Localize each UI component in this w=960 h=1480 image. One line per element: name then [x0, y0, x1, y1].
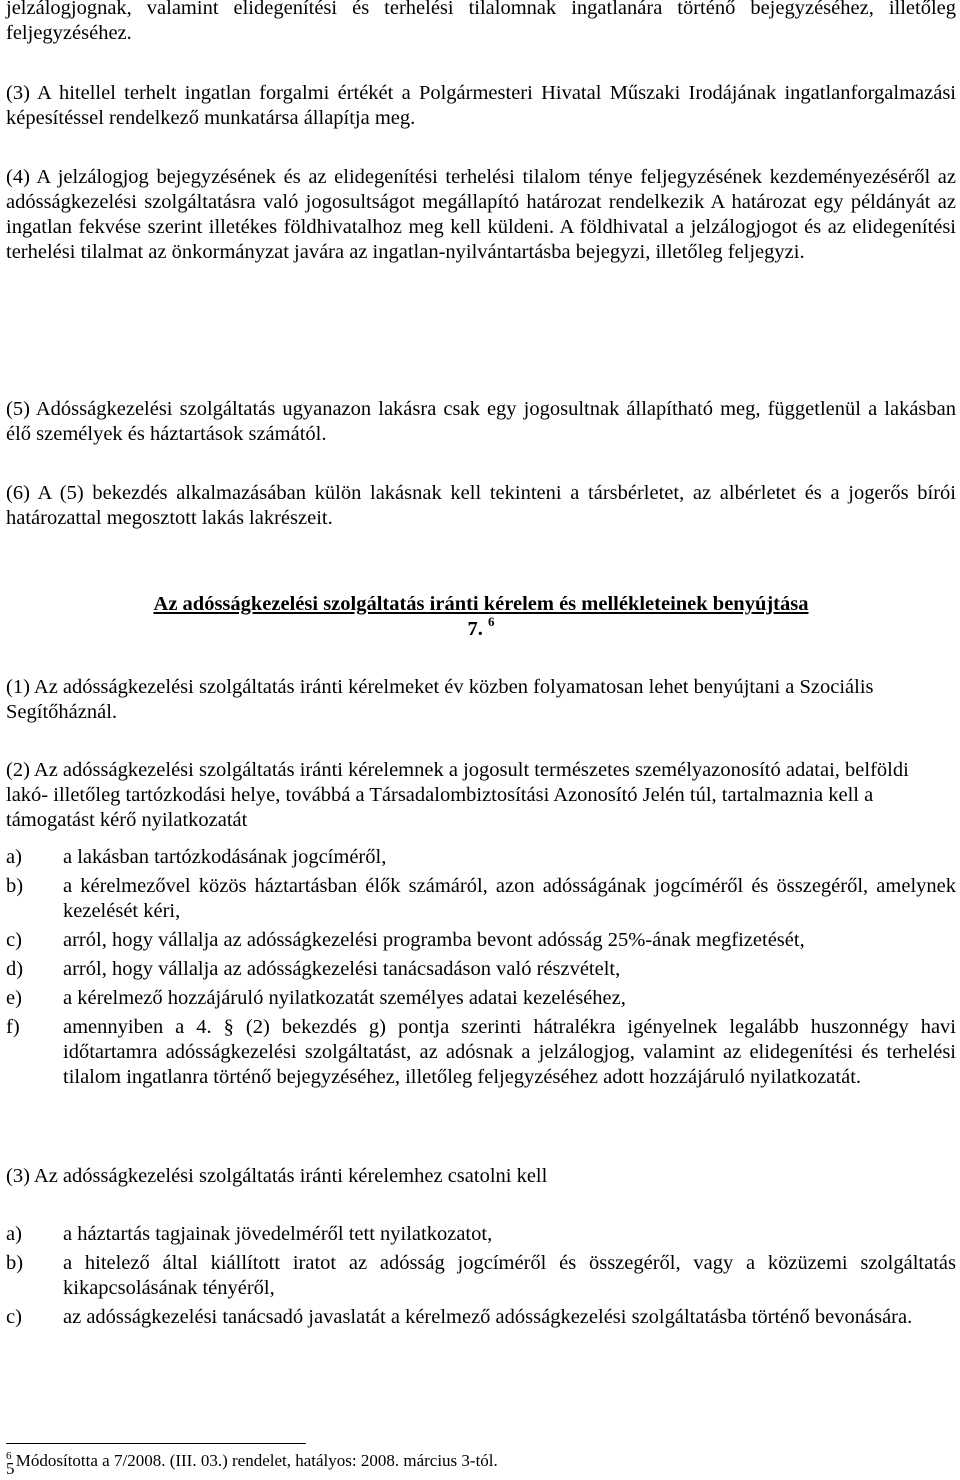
paragraph-4: (4) A jelzálogjog bejegyzésének és az elidegenítési terhelési tilalom ténye feljegyzésének kezdeményezéséről az adósságkezelési szolgáltatásra való jogosultságot megállapító határozat rendelkezik A határozat egy példányát az ingatlan fekvése szerint illetékes földhivatalhoz meg kell küldeni. A földhivatal a jelzálogjogot és az elidegenítési terhelési tilalmat az önkormányzat javára az ingatlan-nyilvántartásba bejegyzi, illetőleg feljegyzi. [6, 166, 956, 263]
list-item [6, 957, 956, 982]
list-item [6, 1015, 956, 1090]
list-item-text: a kérelmező hozzájáruló nyilatkozatát személyes adatai kezeléséhez, [63, 987, 626, 1009]
paragraph-5: (5) Adósságkezelési szolgáltatás ugyanazon lakásra csak egy jogosultnak állapítható meg, függetlenül a lakásban élő személyek és háztartások számától. [6, 398, 956, 445]
list-item [6, 874, 956, 924]
section-title: Az adósságkezelési szolgáltatás iránti kérelem és mellékleteinek benyújtása [153, 593, 809, 615]
footnote-reference: 6 [488, 614, 495, 629]
list-item [6, 1305, 956, 1330]
list-item-text: arról, hogy vállalja az adósságkezelési programba bevont adósság 25%-ának megfizetését, [63, 929, 805, 951]
list-item [6, 986, 956, 1011]
list-item-text: arról, hogy vállalja az adósságkezelési tanácsadáson való részvételt, [63, 958, 621, 980]
list-marker: c) [6, 929, 22, 951]
list-item-text: amennyiben a 4. § (2) bekezdés g) pontja szerinti hátralékra igényelnek legalább huszonnégy havi időtartamra adósságkezelési szolgáltatást, az adósnak a jelzálogjog, valamint az elidegenítési és terhelési tilalom ingatlanra történő bejegyzéséhez, illetőleg feljegyzéséhez adott hozzájáruló nyilatkozatát. [63, 1016, 956, 1088]
section-paragraph-2: (2) Az adósságkezelési szolgáltatás iránti kérelemnek a jogosult természetes személyazonosító adatai, belföldi lakó- illetőleg tartózkodási helye, továbbá a Társadalombiztosítási Azonosító Jelén túl, tartalmaznia kell a támogatást kérő nyilatkozatát [6, 759, 909, 831]
paragraph-3: (3) A hitellel terhelt ingatlan forgalmi értékét a Polgármesteri Hivatal Műszaki Irodájának ingatlanforgalmazási képesítéssel rendelkező munkatársa állapítja meg. [6, 82, 956, 129]
list-marker: c) [6, 1306, 22, 1328]
section-paragraph-3: (3) Az adósságkezelési szolgáltatás iránti kérelemhez csatolni kell [6, 1165, 548, 1187]
list-item-text: a lakásban tartózkodásának jogcíméről, [63, 846, 387, 868]
footnote-text: Módosította a 7/2008. (III. 03.) rendelet, hatályos: 2008. március 3-tól. [11, 1451, 498, 1470]
list-marker: a) [6, 846, 22, 868]
section-paragraph-1: (1) Az adósságkezelési szolgáltatás iránti kérelmeket év közben folyamatosan lehet benyújtani a Szociális Segítőháznál. [6, 676, 874, 723]
list-item [6, 928, 956, 953]
list-item-text: a hitelező által kiállított iratot az adósság jogcíméről és összegéről, vagy a közüzemi szolgáltatás kikapcsolásának tényéről, [63, 1252, 956, 1299]
list-item-text: a kérelmezővel közös háztartásban élők számáról, azon adósságának jogcíméről és összegéről, amelynek kezelését kéri, [63, 875, 956, 922]
section-number: 7. [467, 618, 483, 640]
continuation-paragraph: jelzálogjognak, valamint elidegenítési és terhelési tilalomnak ingatlanára történő bejegyzéséhez, illetőleg feljegyzéséhez. [6, 0, 956, 44]
footnote [6, 1450, 498, 1472]
list-marker: b) [6, 875, 24, 897]
list-item-text: az adósságkezelési tanácsadó javaslatát a kérelmező adósságkezelési szolgáltatásba történő bevonására. [63, 1306, 913, 1328]
declaration-list [6, 845, 956, 1094]
list-marker: b) [6, 1252, 24, 1274]
list-marker: f) [6, 1016, 20, 1038]
footnote-separator [6, 1443, 306, 1444]
list-item [6, 1251, 956, 1301]
attachment-list [6, 1222, 956, 1334]
list-item-text: a háztartás tagjainak jövedelméről tett nyilatkozatot, [63, 1223, 493, 1245]
section-heading [6, 592, 956, 642]
page-number: 5 [6, 1459, 15, 1478]
list-marker: d) [6, 958, 24, 980]
list-marker: a) [6, 1223, 22, 1245]
paragraph-6: (6) A (5) bekezdés alkalmazásában külön lakásnak kell tekinteni a társbérletet, az albérletet és a jogerős bírói határozattal megosztott lakás lakrészeit. [6, 482, 956, 529]
footnote-number: 6 [6, 1450, 12, 1462]
list-item [6, 1222, 956, 1247]
list-marker: e) [6, 987, 22, 1009]
section-number-line [6, 614, 956, 642]
list-item [6, 845, 956, 870]
